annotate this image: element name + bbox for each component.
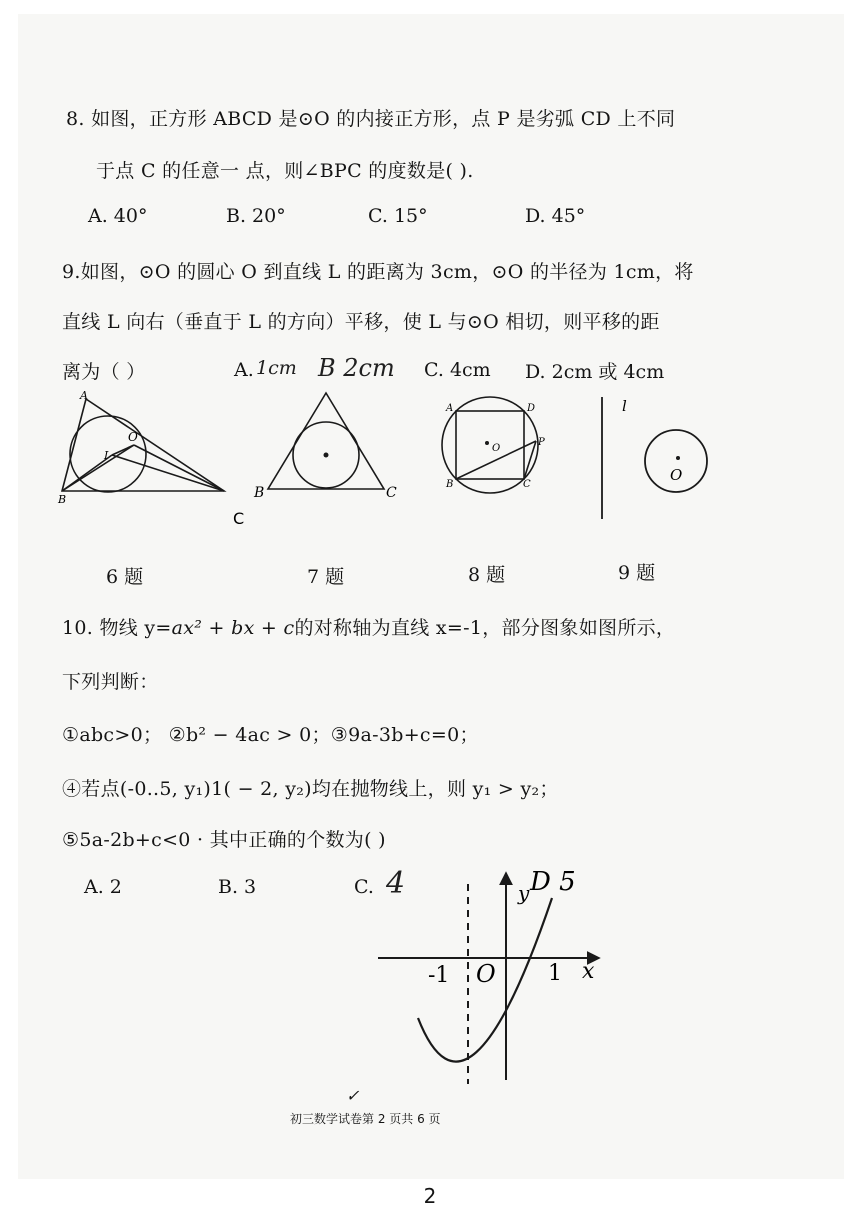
q9-line3: 离为（ ） <box>62 361 146 383</box>
q9-line2: 直线 L 向右（垂直于 L 的方向）平移，使 L 与⊙O 相切，则平移的距 <box>62 311 660 333</box>
q10-formula: ax² + bx + c <box>171 617 295 639</box>
exam-footer: 初三数学试卷第 2 页共 6 页 <box>290 1112 441 1126</box>
q8-option-a: A. 40° <box>88 205 148 227</box>
graph-label-y: y <box>518 881 530 905</box>
q10-line1-post: 的对称轴为直线 x=-1，部分图象如图所示， <box>294 617 676 639</box>
fig8-label-d: D <box>527 403 536 414</box>
fig8-label-b: B <box>446 479 454 490</box>
q10-line4: ④若点(-0..5, y₁)1( − 2, y₂)均在抛物线上，则 y₁ > y₂； <box>62 778 559 800</box>
fig8-label-c: C <box>523 479 531 490</box>
q10-option-a: A. 2 <box>84 876 122 898</box>
fig6-label-o: O <box>128 430 138 444</box>
q10-option-b: B. 3 <box>218 876 257 898</box>
parabola-graph <box>370 860 610 1090</box>
fig7-label-c: C <box>386 485 397 501</box>
q9-option-b-handwritten: B 2cm <box>318 354 395 382</box>
fig7-label-b: B <box>254 485 265 501</box>
q10-option-c-handwritten: 4 <box>386 866 406 901</box>
q10-line1 <box>62 613 675 640</box>
q9-option-a-handwritten: 1cm <box>256 357 297 379</box>
fig6-triangle <box>62 399 224 491</box>
fig8-label-a: A <box>446 403 454 414</box>
q9-option-d: D. 2cm 或 4cm <box>525 361 665 383</box>
fig7-center-dot <box>324 453 329 458</box>
graph-label-origin: O <box>476 960 496 988</box>
fig8-center-dot <box>485 441 489 445</box>
fig6-line-io <box>112 445 134 455</box>
q10-line1-pre: 10. 物线 y= <box>62 617 172 639</box>
q8-line2: 于点 C 的任意一 点，则∠BPC 的度数是( ). <box>96 160 474 182</box>
graph-label-neg1: -1 <box>428 963 450 988</box>
q8-option-c: C. 15° <box>368 205 428 227</box>
q8-option-d: D. 45° <box>525 205 586 227</box>
fig9-label-l: l <box>622 397 627 415</box>
fig6-label-i: I <box>104 449 109 462</box>
q10-option-c: C. <box>354 876 374 898</box>
check-mark: ✓ <box>346 1086 360 1105</box>
graph-label-one: 1 <box>548 961 562 986</box>
fig6-label-a: A <box>80 389 88 402</box>
fig9-center-dot <box>676 456 680 460</box>
caption-fig8: 8 题 <box>468 564 506 586</box>
fig6-label-c: C <box>233 509 245 528</box>
q10-line2: 下列判断： <box>62 671 159 693</box>
q9-option-a: A. <box>234 359 254 381</box>
caption-fig6: 6 题 <box>106 566 144 588</box>
caption-fig9: 9 题 <box>618 562 656 584</box>
q10-line3: ①abc>0； ②b² − 4ac > 0；③9a-3b+c=0； <box>62 724 479 746</box>
q10-line5: ⑤5a-2b+c<0 · 其中正确的个数为( ) <box>62 829 386 851</box>
graph-label-x: x <box>582 959 595 984</box>
fig8-label-o: O <box>492 443 501 454</box>
fig7-triangle <box>268 393 384 489</box>
fig6-line-oc <box>134 445 224 491</box>
figure-7 <box>268 393 384 489</box>
fig8-square <box>456 411 524 479</box>
fig9-label-o: O <box>670 466 683 484</box>
q8-line1: 8. 如图，正方形 ABCD 是⊙O 的内接正方形，点 P 是劣弧 CD 上不同 <box>66 108 676 130</box>
q10-option-d-handwritten: D 5 <box>530 867 576 897</box>
q9-line1: 9.如图，⊙O 的圆心 O 到直线 L 的距离为 3cm，⊙O 的半径为 1cm，将 <box>62 261 694 283</box>
fig8-label-p: P <box>538 437 545 448</box>
figure-6 <box>62 399 224 492</box>
figures-row <box>0 385 860 545</box>
q9-option-c: C. 4cm <box>424 359 491 381</box>
page-number: 2 <box>423 1184 437 1208</box>
q8-option-b: B. 20° <box>226 205 286 227</box>
fig6-label-b: B <box>58 493 67 506</box>
figure-9 <box>602 397 707 519</box>
caption-fig7: 7 题 <box>307 566 345 588</box>
